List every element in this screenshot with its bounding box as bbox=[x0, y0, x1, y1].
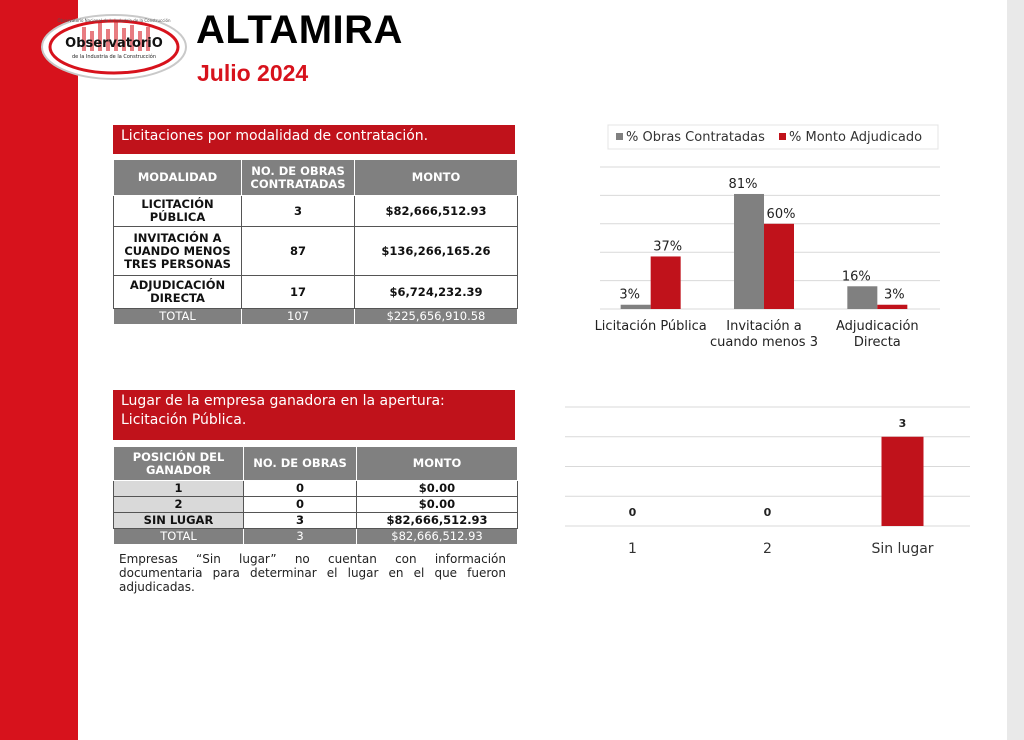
row-monto: $0.00 bbox=[357, 481, 518, 497]
bar bbox=[651, 256, 681, 309]
row-obras: 0 bbox=[244, 497, 357, 513]
row-monto: $82,666,512.93 bbox=[357, 513, 518, 529]
row-obras: 3 bbox=[242, 196, 355, 227]
data-label: 3 bbox=[898, 416, 907, 430]
total-obras: 3 bbox=[244, 529, 357, 545]
modalidad-table bbox=[113, 159, 518, 325]
category-label: Directa bbox=[853, 335, 901, 350]
data-label: 37% bbox=[653, 239, 683, 255]
row-obras: 0 bbox=[244, 481, 357, 497]
lugar-table bbox=[113, 446, 518, 545]
total-row bbox=[114, 529, 518, 545]
lugar-chart bbox=[560, 400, 980, 565]
data-label: 3% bbox=[619, 287, 640, 303]
legend-swatch bbox=[616, 133, 623, 140]
total-obras: 107 bbox=[242, 309, 355, 325]
page-subtitle: Julio 2024 bbox=[197, 60, 309, 86]
bar bbox=[621, 305, 651, 309]
row-obras: 3 bbox=[244, 513, 357, 529]
modalidad-chart bbox=[590, 122, 950, 352]
total-row bbox=[114, 309, 518, 325]
category-label: Invitación a bbox=[726, 319, 802, 334]
data-label: 0 bbox=[628, 506, 637, 519]
logo-top-text: Observatorio Nacional de la Industria de la Construcción bbox=[57, 18, 171, 23]
total-monto: $82,666,512.93 bbox=[357, 529, 518, 545]
table-row bbox=[114, 276, 518, 309]
sin-lugar-note: Empresas “Sin lugar” no cuentan con información documentaria para determinar el lugar en el que fueron adjudicadas. bbox=[119, 552, 506, 594]
section2-heading: Lugar de la empresa ganadora en la apertura: Licitación Pública. bbox=[113, 390, 515, 440]
total-monto: $225,656,910.58 bbox=[355, 309, 518, 325]
row-posicion: SIN LUGAR bbox=[114, 513, 244, 529]
col-header-monto: MONTO bbox=[355, 160, 518, 196]
data-label: 60% bbox=[766, 206, 796, 222]
category-label: 1 bbox=[628, 541, 637, 557]
table-header-row bbox=[114, 447, 518, 481]
row-modalidad: ADJUDICACIÓN DIRECTA bbox=[114, 276, 242, 309]
row-monto: $136,266,165.26 bbox=[355, 227, 518, 276]
total-label: TOTAL bbox=[114, 529, 244, 545]
bar bbox=[877, 305, 907, 309]
logo-subtext: de la Industria de la Construcción bbox=[71, 54, 157, 60]
category-label: cuando menos 3 bbox=[710, 335, 818, 350]
bar bbox=[764, 224, 794, 309]
bar bbox=[847, 286, 877, 309]
col-header-posicion: POSICIÓN DEL GANADOR bbox=[114, 447, 244, 481]
chart-legend bbox=[608, 125, 938, 149]
data-label: 3% bbox=[884, 287, 905, 303]
row-modalidad: INVITACIÓN A CUANDO MENOS TRES PERSONAS bbox=[114, 227, 242, 276]
category-label: Sin lugar bbox=[871, 541, 934, 557]
section1-heading: Licitaciones por modalidad de contratación. bbox=[113, 125, 515, 154]
table-row bbox=[114, 513, 518, 529]
left-red-band bbox=[0, 0, 78, 740]
category-label: Licitación Pública bbox=[594, 319, 707, 334]
row-posicion: 1 bbox=[114, 481, 244, 497]
table-row bbox=[114, 481, 518, 497]
logo-text: ObservatoriO bbox=[65, 36, 163, 51]
data-label: 16% bbox=[841, 269, 871, 285]
total-label: TOTAL bbox=[114, 309, 242, 325]
table-row bbox=[114, 227, 518, 276]
legend-label: % Monto Adjudicado bbox=[789, 130, 923, 145]
table-row bbox=[114, 497, 518, 513]
observatorio-logo bbox=[40, 13, 188, 81]
col-header-monto: MONTO bbox=[357, 447, 518, 481]
category-label: 2 bbox=[763, 541, 772, 557]
row-posicion: 2 bbox=[114, 497, 244, 513]
col-header-obras: NO. DE OBRAS CONTRATADAS bbox=[242, 160, 355, 196]
table-header-row bbox=[114, 160, 518, 196]
row-modalidad: LICITACIÓN PÚBLICA bbox=[114, 196, 242, 227]
col-header-modalidad: MODALIDAD bbox=[114, 160, 242, 196]
category-label: Adjudicación bbox=[835, 319, 919, 334]
bar bbox=[882, 437, 924, 526]
legend-label: % Obras Contratadas bbox=[626, 130, 765, 145]
table-row bbox=[114, 196, 518, 227]
data-label: 0 bbox=[763, 506, 772, 519]
row-obras: 17 bbox=[242, 276, 355, 309]
row-monto: $82,666,512.93 bbox=[355, 196, 518, 227]
row-monto: $0.00 bbox=[357, 497, 518, 513]
legend-swatch bbox=[779, 133, 786, 140]
col-header-obras: NO. DE OBRAS bbox=[244, 447, 357, 481]
bar bbox=[734, 194, 764, 309]
row-monto: $6,724,232.39 bbox=[355, 276, 518, 309]
page-title: ALTAMIRA bbox=[196, 8, 403, 52]
row-obras: 87 bbox=[242, 227, 355, 276]
data-label: 81% bbox=[728, 176, 758, 192]
